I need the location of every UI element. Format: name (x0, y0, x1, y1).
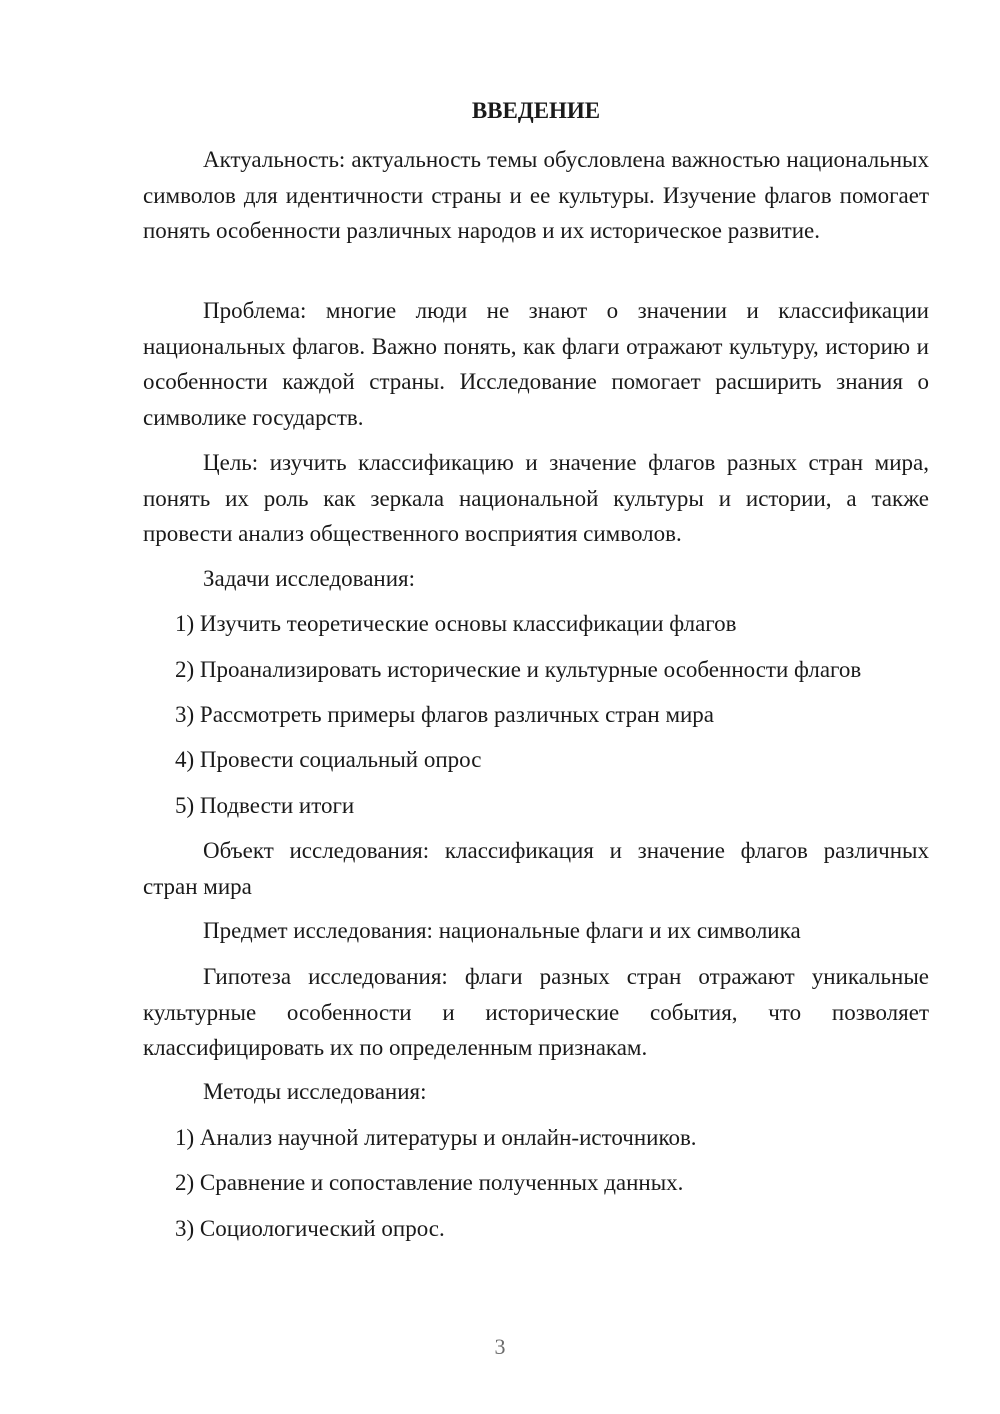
paragraph-hypothesis: Гипотеза исследования: флаги разных стран отражают уникальные культурные особенности и исторические события, что позволяет классифицировать их по определенным признакам. (143, 964, 929, 1060)
paragraph-object: Объект исследования: классификация и значение флагов различных стран мира (143, 838, 929, 899)
list-item-task-1: 1) Изучить теоретические основы классификации флагов (175, 611, 737, 636)
paragraph-goal: Цель: изучить классификацию и значение флагов разных стран мира, понять их роль как зеркала национальной культуры и истории, а также провести анализ общественного восприятия символов. (143, 450, 929, 546)
paragraph-relevance: Актуальность: актуальность темы обусловлена важностью национальных символов для идентичности страны и ее культуры. Изучение флагов помогает понять особенности различных народов и их историческое развитие. (143, 147, 929, 243)
page-title: ВВЕДЕНИЕ (471, 98, 601, 123)
paragraph-problem: Проблема: многие люди не знают о значении и классификации национальных флагов. Важно понять, как флаги отражают культуру, историю и особенности каждой страны. Исследование помогает расширить знания о символике государств. (143, 298, 929, 430)
list-item-method-1: 1) Анализ научной литературы и онлайн-источников. (175, 1125, 697, 1150)
paragraph-subject: Предмет исследования: национальные флаги и их символика (203, 918, 801, 943)
tasks-heading: Задачи исследования: (203, 566, 416, 591)
methods-heading: Методы исследования: (203, 1079, 427, 1104)
list-item-task-4: 4) Провести социальный опрос (175, 747, 482, 772)
list-item-task-5: 5) Подвести итоги (175, 793, 355, 818)
page-number: 3 (494, 1334, 506, 1359)
list-item-task-2: 2) Проанализировать исторические и культурные особенности флагов (175, 657, 862, 682)
list-item-method-2: 2) Сравнение и сопоставление полученных данных. (175, 1170, 684, 1195)
list-item-method-3: 3) Социологический опрос. (175, 1216, 445, 1241)
list-item-task-3: 3) Рассмотреть примеры флагов различных стран мира (175, 702, 715, 727)
